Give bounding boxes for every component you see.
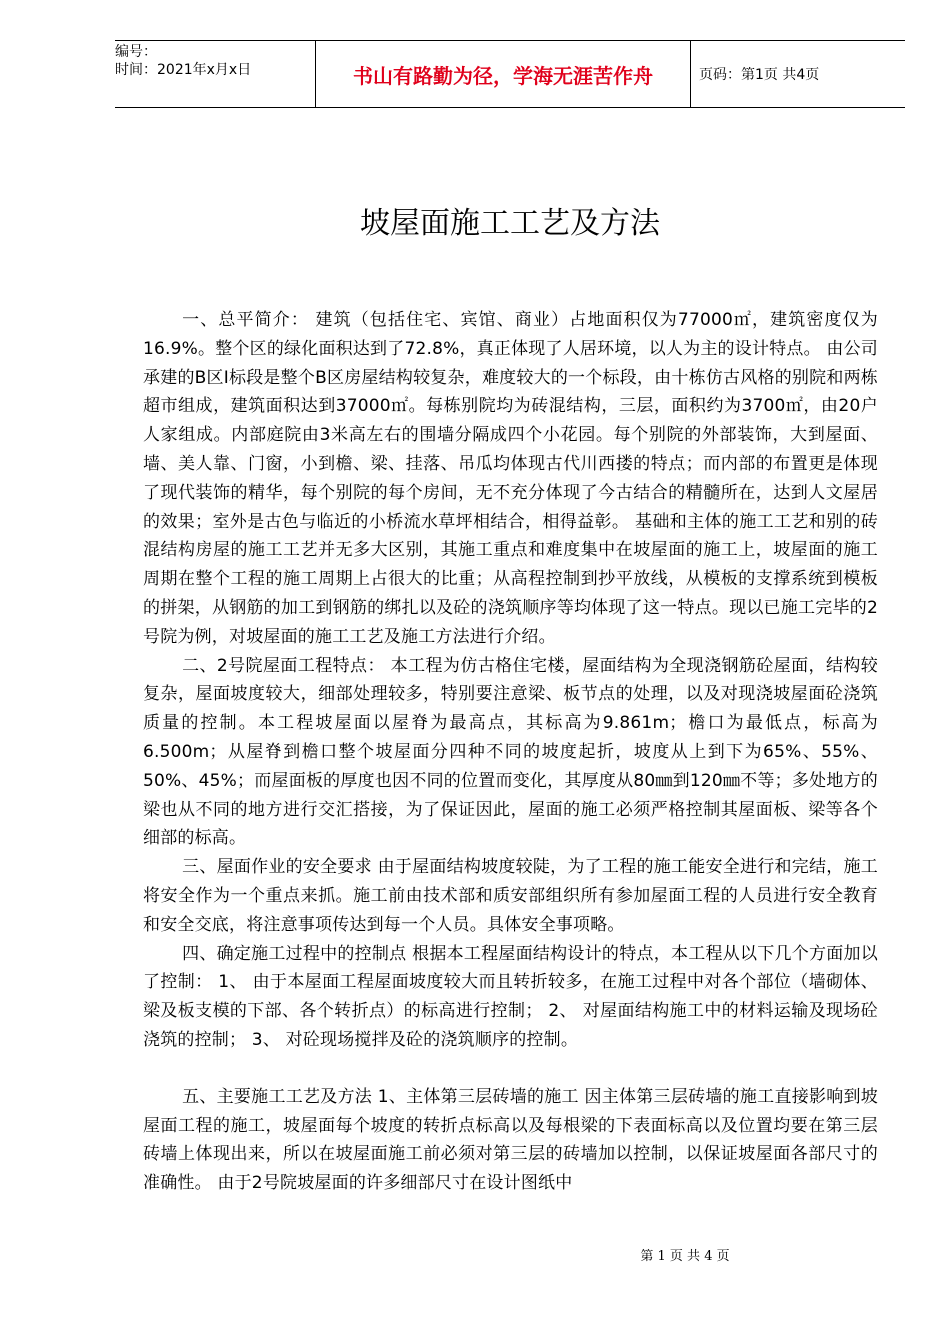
document-title: 坡屋面施工工艺及方法 (360, 206, 660, 241)
paragraph-methods: 五、主要施工工艺及方法 1、主体第三层砖墙的施工 因主体第三层砖墙的施工直接影响到坡屋面工程的施工，坡屋面每个坡度的转折点标高以及每根梁的下表面标高以及位置均要在第三层砖墙上体现出来，所以在坡屋面施工前必须对第三层的砖墙加以控制，以保证坡屋面各部尺寸的准确性。 由于2号院坡屋面的许多细部尺寸在设计图纸中 (143, 1086, 878, 1194)
page-footer: 第 1 页 共 4 页 (640, 1249, 730, 1264)
paragraph-roof-features: 二、2号院屋面工程特点： 本工程为仿古格住宅楼，屋面结构为全现浇钢筋砼屋面，结构较复杂，屋面坡度较大，细部处理较多，特别要注意梁、板节点的处理，以及对现浇坡屋面砼浇筑质量的控制。本工程坡屋面以屋脊为最高点，其标高为9.861m；檐口为最低点，标高为6.500m；从屋脊到檐口整个坡屋面分四种不同的坡度起折，坡度从上到下为65%、55%、50%、45%；而屋面板的厚度也因不同的位置而变化，其厚度从80㎜到120㎜不等；多处地方的梁也从不同的地方进行交汇搭接，为了保证因此，屋面的施工必须严格控制其屋面板、梁等各个细部的标高。 (143, 655, 878, 849)
header-meta (115, 41, 315, 109)
document-body (143, 306, 878, 1198)
paragraph-overview: 一、总平简介： 建筑（包括住宅、宾馆、商业）占地面积仅为77000㎡，建筑密度仅为16.9%。整个区的绿化面积达到了72.8%，真正体现了人居环境，以人为主的设计特点。 由公司承建的B区Ⅰ标段是整个B区房屋结构较复杂，难度较大的一个标段，由十栋仿古风格的别院和两栋超市组成，建筑面积达到37000㎡。每栋别院均为砖混结构，三层，面积约为3700㎡，由20户人家组成。内部庭院由3米高左右的围墙分隔成四个小花园。每个别院的外部装饰，大到屋面、墙、美人靠、门窗，小到檐、梁、挂落、吊瓜均体现古代川西搂的特点；而内部的布置更是体现了现代装饰的精华，每个别院的每个房间，无不充分体现了今古结合的精髓所在，达到人文屋居的效果；室外是古色与临近的小桥流水草坪相结合，相得益彰。 基础和主体的施工工艺和别的砖混结构房屋的施工工艺并无多大区别，其施工重点和难度集中在坡屋面的施工上，坡屋面的施工周期在整个工程的施工周期上占很大的比重；从高程控制到抄平放线，从模板的支撑系统到模板的拼架，从钢筋的加工到钢筋的绑扎以及砼的浇筑顺序等均体现了这一特点。现以已施工完毕的2号院为例，对坡屋面的施工工艺及施工方法进行介绍。 (143, 310, 878, 647)
time-label: 时间：2021年x月x日 (115, 62, 252, 78)
number-label: 编号： (115, 44, 157, 60)
paragraph-safety: 三、屋面作业的安全要求 由于屋面结构坡度较陡，为了工程的施工能安全进行和完结，施工将安全作为一个重点来抓。施工前由技术部和质安部组织所有参加屋面工程的人员进行安全教育和安全交底，将注意事项传达到每一个人员。具体安全事项略。 (143, 857, 878, 935)
paragraph-control-points: 四、确定施工过程中的控制点 根据本工程屋面结构设计的特点，本工程从以下几个方面加以了控制： 1、 由于本屋面工程屋面坡度较大而且转折较多，在施工过程中对各个部位（墙砌体、梁及板支模的下部、各个转折点）的标高进行控制； 2、 对屋面结构施工中的材料运输及现场砼浇筑的控制； 3、 对砼现场搅拌及砼的浇筑顺序的控制。 (143, 943, 878, 1050)
header-motto: 书山有路勤为径，学海无涯苦作舟 (315, 41, 691, 107)
header-page-label: 页码：第1页 共4页 (699, 67, 820, 83)
document-header (115, 40, 905, 108)
